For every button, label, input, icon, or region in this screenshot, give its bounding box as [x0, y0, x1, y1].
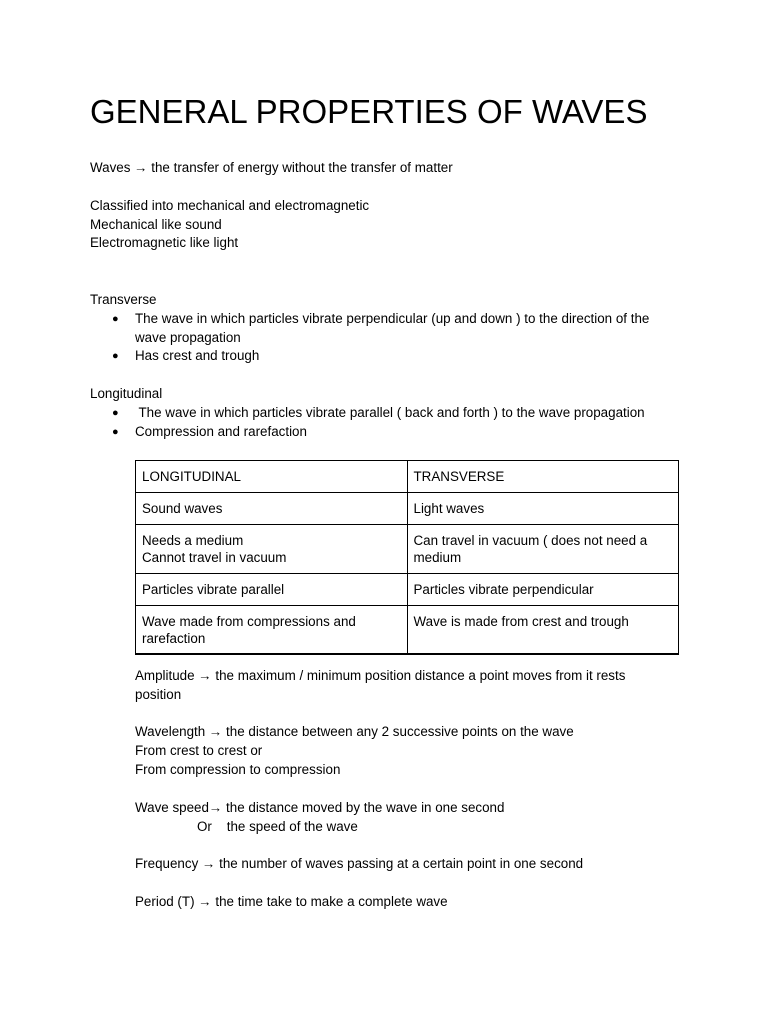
table-cell — [407, 493, 679, 525]
cell-text: Wave is made from crest and trough — [413, 614, 629, 629]
wavelength-crest-line: From crest to crest or — [135, 743, 263, 758]
table-row — [136, 493, 679, 525]
cell-text: TRANSVERSE — [413, 469, 505, 484]
longitudinal-heading: Longitudinal — [90, 386, 163, 401]
table-cell — [136, 574, 408, 606]
wavelength-definition: Wavelength → the distance between any 2 successive points on the wave — [135, 724, 574, 739]
bullet-text-line: Compression and rarefaction — [135, 423, 307, 439]
bullet-text-line: wave propagation — [135, 329, 241, 345]
table-header-cell — [136, 461, 408, 493]
table-cell — [407, 606, 679, 655]
cell-text: LONGITUDINAL — [142, 469, 241, 484]
bullet-icon: ● — [112, 425, 119, 438]
table-row — [136, 606, 679, 655]
list-item — [90, 347, 673, 366]
table-cell — [136, 493, 408, 525]
cell-text: medium — [413, 550, 462, 565]
comparison-table — [135, 460, 679, 655]
transverse-bullet-list — [90, 310, 673, 366]
bullet-text-line: The wave in which particles vibrate perpendicular (up and down ) to the direction of the — [135, 311, 650, 326]
period-definition: Period (T) → the time take to make a complete wave — [135, 894, 448, 909]
amplitude-definition-cont: position — [135, 687, 182, 702]
bullet-text-line: Has crest and trough — [135, 348, 260, 364]
table-cell — [136, 525, 408, 574]
table-row — [136, 461, 679, 493]
list-item — [90, 423, 673, 442]
bullet-icon: ● — [112, 407, 119, 419]
wave-speed-definition: Wave speed→ the distance moved by the wave in one second — [135, 800, 505, 815]
table-cell — [136, 606, 408, 655]
amplitude-definition: Amplitude → the maximum / minimum position distance a point moves from it rests — [135, 668, 626, 683]
cell-text: rarefaction — [142, 631, 206, 646]
cell-text: Light waves — [413, 501, 485, 516]
bullet-icon: ● — [112, 350, 119, 363]
table-row — [136, 525, 679, 574]
cell-text: Wave made from compressions and — [142, 614, 356, 629]
list-item — [90, 310, 673, 347]
cell-text: Needs a medium — [142, 533, 244, 548]
cell-text: Sound waves — [142, 501, 223, 516]
table-cell — [407, 525, 679, 574]
cell-text: Cannot travel in vacuum — [142, 550, 287, 565]
page-title: GENERAL PROPERTIES OF WAVES — [90, 93, 648, 130]
cell-text: Particles vibrate parallel — [142, 582, 285, 597]
electromagnetic-line: Electromagnetic like light — [90, 235, 239, 250]
bullet-text-line: The wave in which particles vibrate parallel ( back and forth ) to the wave propagation — [135, 405, 645, 420]
wave-speed-alternative: Or the speed of the wave — [197, 819, 358, 834]
classification-line: Classified into mechanical and electromagnetic — [90, 198, 370, 213]
cell-text: Can travel in vacuum ( does not need a — [413, 533, 648, 548]
list-item — [90, 404, 673, 423]
table-cell — [407, 574, 679, 606]
table-header-cell — [407, 461, 679, 493]
transverse-heading: Transverse — [90, 292, 157, 307]
mechanical-line: Mechanical like sound — [90, 217, 222, 232]
cell-text: Particles vibrate perpendicular — [413, 582, 594, 597]
bullet-icon: ● — [112, 313, 119, 325]
wavelength-compression-line: From compression to compression — [135, 762, 341, 777]
table-row — [136, 574, 679, 606]
longitudinal-bullet-list — [90, 404, 673, 441]
frequency-definition: Frequency → the number of waves passing at a certain point in one second — [135, 856, 584, 871]
waves-definition: Waves → the transfer of energy without the transfer of matter — [90, 160, 453, 175]
